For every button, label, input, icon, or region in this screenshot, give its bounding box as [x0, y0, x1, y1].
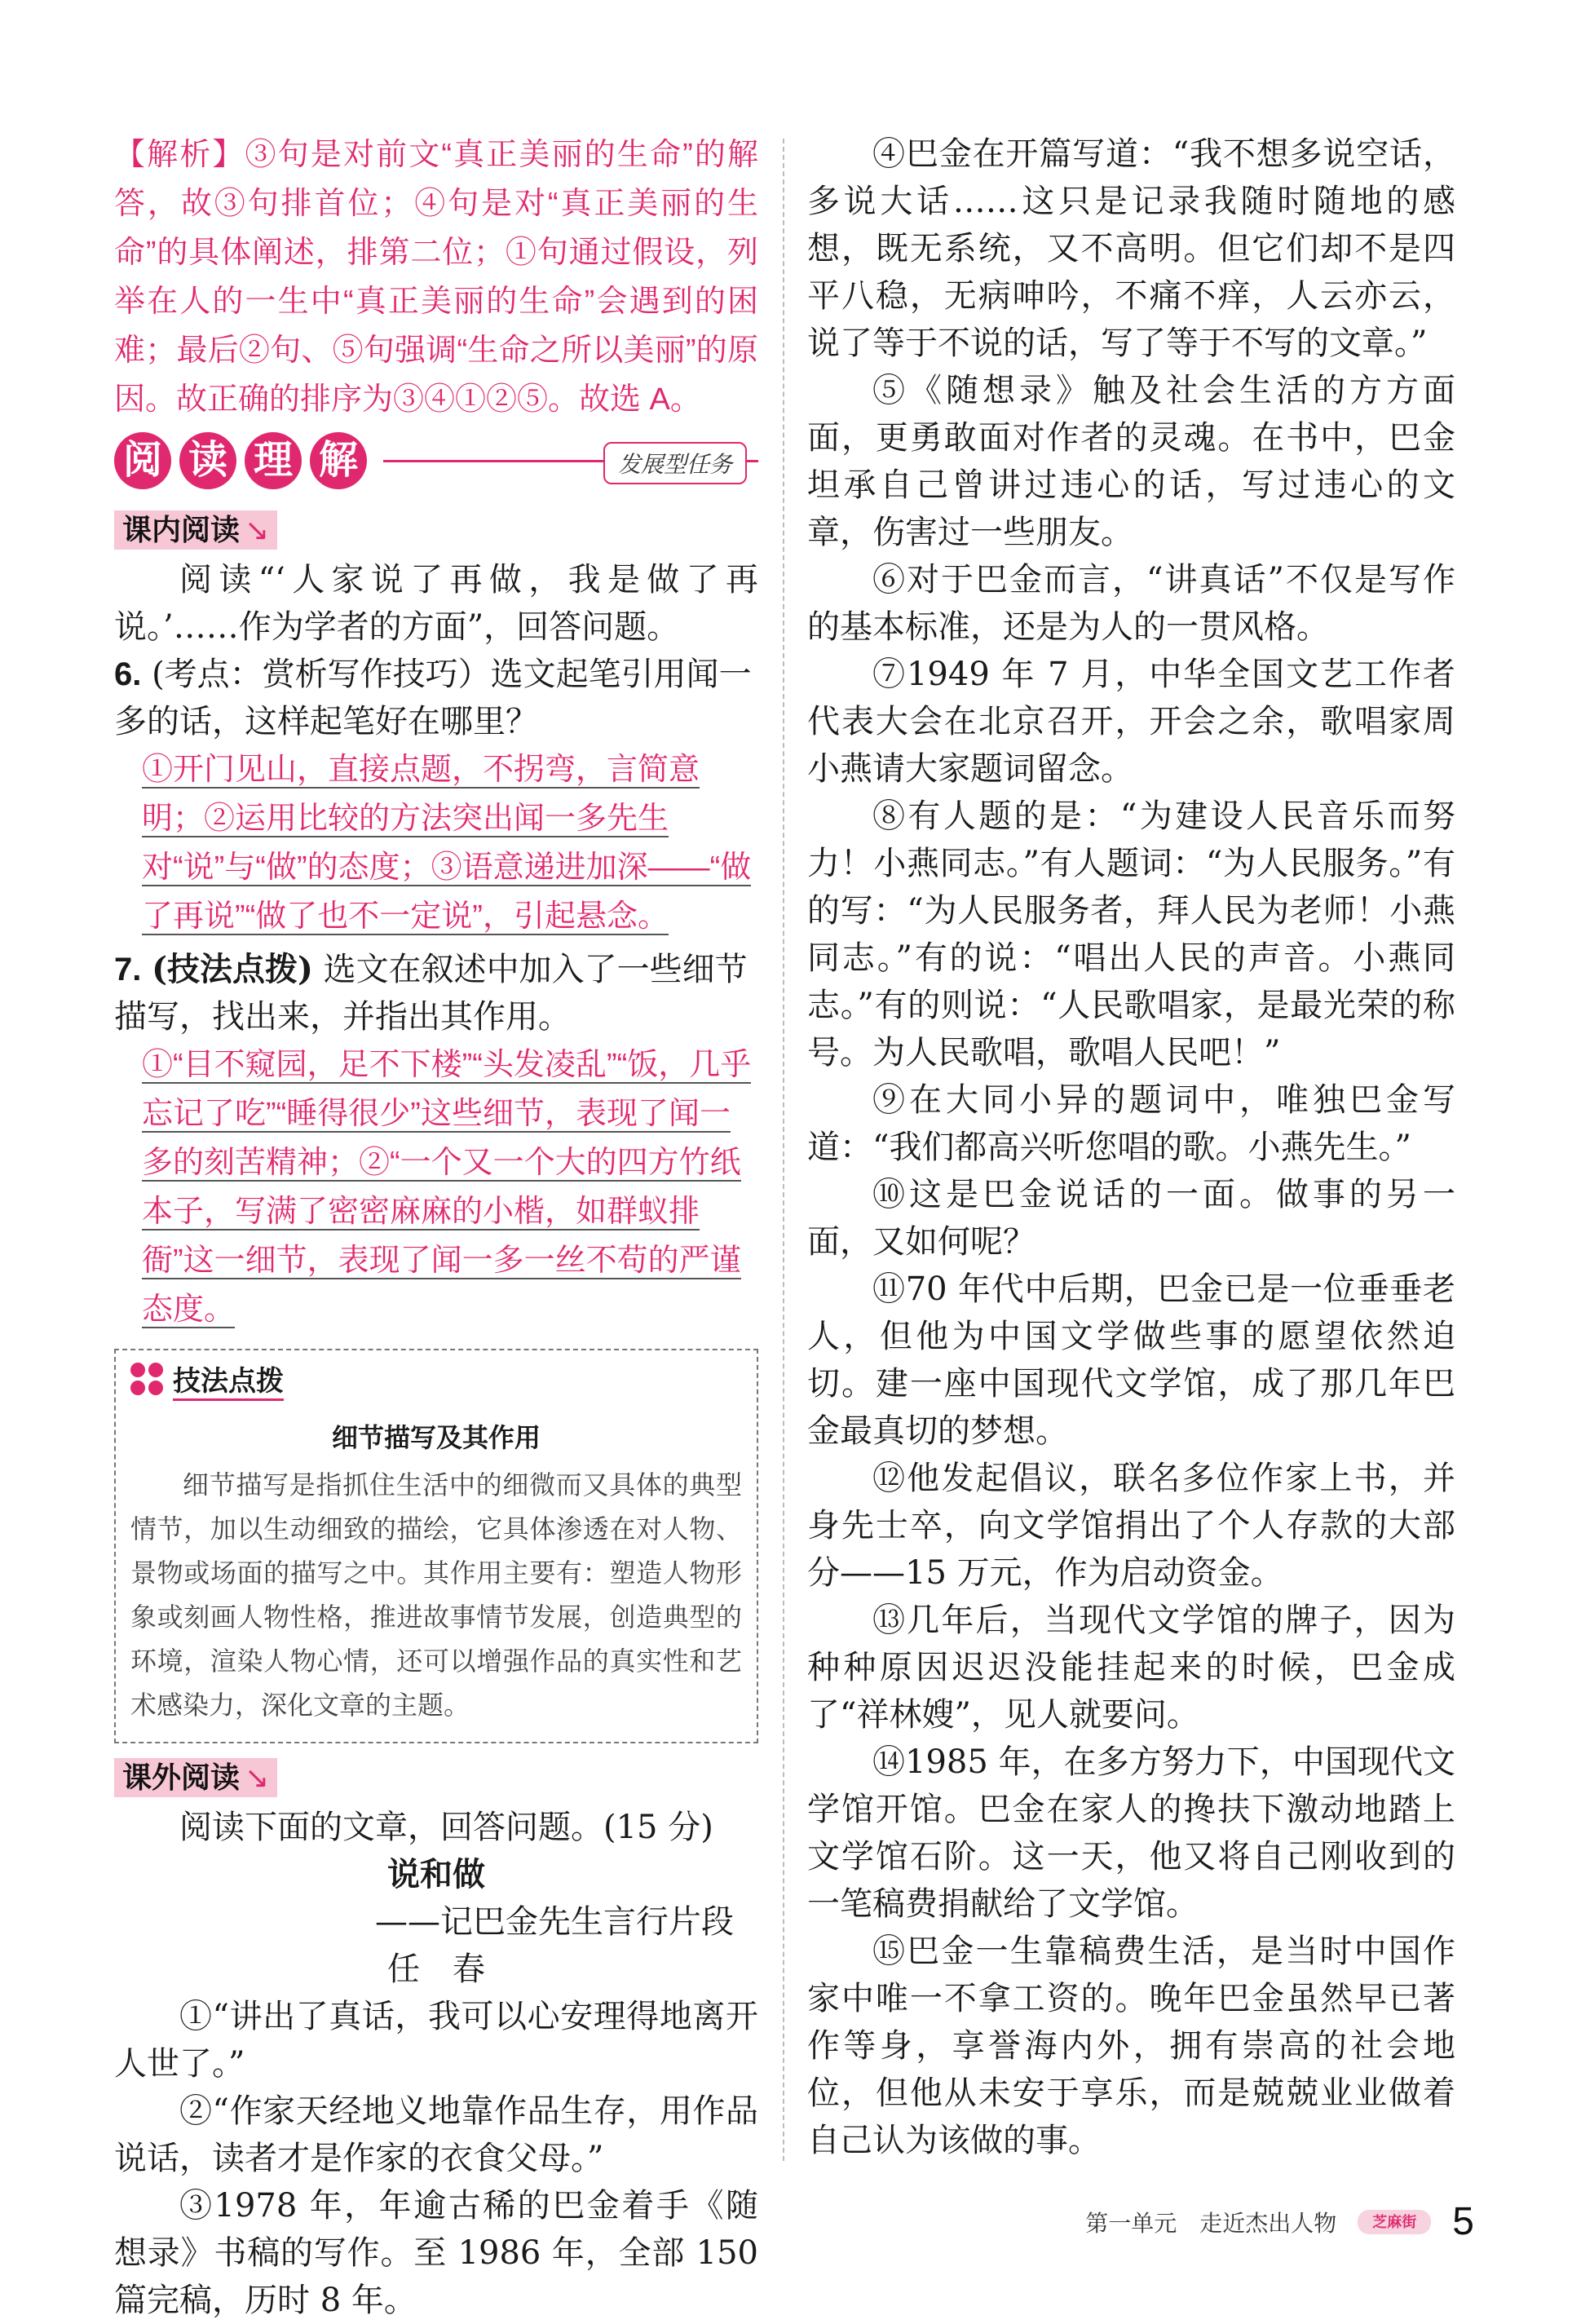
article-title: 说和做 [387, 1857, 485, 1893]
section-tag-inclass [114, 510, 277, 550]
article-paragraph: ⑭1985 年，在多方努力下，中国现代文学馆开馆。巴金在家人的搀扶下激动地踏上文学馆石阶。这一天，他又将自己刚收到的一笔稿费捐献给了文学馆。 [807, 1743, 1455, 1923]
article-subtitle: ——记巴金先生言行片段 [375, 1903, 734, 1941]
analysis-text: 【解析】③句是对前文“真正美丽的生命”的解答，故③句排首位；④句是对“真正美丽的生命”的具体阐述，排第二位；①句通过假设，列举在人的一生中“真正美丽的生命”会遇到的困难；最后②句、⑤句强调“生命之所以美丽”的原因。故正确的排序为③④①②⑤。故选 A。 [114, 138, 758, 417]
article-paragraph: ⑪70 年代中后期，巴金已是一位垂垂老人，但他为中国文学做些事的愿望依然迫切。建一座中国现代文学馆，成了那几年巴金最真切的梦想。 [807, 1270, 1455, 1450]
question-6 [114, 651, 758, 745]
tip-title: 细节描写及其作用 [331, 1423, 541, 1452]
column-divider [783, 139, 784, 2161]
answer-6 [114, 745, 758, 941]
reading-banner [114, 427, 758, 506]
question-text: 选文在叙述中加入了一些细节描写，找出来，并指出其作用。 [114, 951, 748, 1036]
article-paragraph: ②“作家天经地义地靠作品生存，用作品说话，读者才是作家的衣食父母。” [114, 2092, 758, 2177]
article-author: 任 春 [387, 1951, 485, 1988]
tip-header [130, 1359, 742, 1401]
article-paragraph: ③1978 年，年逾古稀的巴金着手《随想录》书稿的写作。至 1986 年，全部 150 篇完稿，历时 8 年。 [114, 2187, 758, 2319]
article-paragraph: ⑮巴金一生靠稿费生活，是当时中国作家中唯一不拿工资的。晚年巴金虽然早已著作等身，享誉海内外，拥有崇高的社会地位，但他从未安于享乐，而是兢兢业业做着自己认为该做的事。 [807, 1933, 1455, 2159]
brand-logo: 芝麻街 [1358, 2210, 1431, 2234]
inclass-intro: 阅读“‘人家说了再做，我是做了再说。’……作为学者的方面”，回答问题。 [114, 561, 758, 646]
article-paragraph: ⑥对于巴金而言，“讲真话”不仅是写作的基本标准，还是为人的一贯风格。 [807, 561, 1455, 646]
left-column [114, 130, 758, 2324]
article-paragraph: ⑤《随想录》触及社会生活的方方面面，更勇敢面对作者的灵魂。在书中，巴金坦承自己曾讲过违心的话，写过违心的文章，伤害过一些朋友。 [807, 372, 1455, 551]
question-label: (技法点拨) [152, 950, 313, 988]
answer-text: ①开门见山，直接点题，不拐弯，言简意明；②运用比较的方法突出闻一多先生对“说”与“做”的态度；③语意递进加深——“做了再说”“做了也不一定说”，引起悬念。 [142, 753, 752, 934]
answer-7 [114, 1040, 758, 1334]
flower-icon [130, 1363, 165, 1397]
article-paragraph: ⑧有人题的是：“为建设人民音乐而努力！小燕同志。”有人题词：“为人民服务。”有的写：“为人民服务者，拜人民为老师！小燕同志。”有的说：“唱出人民的声音。小燕同志。”有的则说：“人民歌唱家，是最光荣的称号。为人民歌唱，歌唱人民吧！” [807, 797, 1455, 1071]
arrow-icon: ↘ [245, 1761, 270, 1794]
question-7 [114, 946, 758, 1040]
banner-char: 读 [179, 432, 236, 489]
banner-char: 阅 [114, 432, 171, 489]
article-paragraph: ⑩这是巴金说话的一面。做事的另一面，又如何呢？ [807, 1176, 1455, 1261]
page-footer [1085, 2199, 1474, 2244]
banner-title [114, 427, 391, 497]
article-paragraph: ⑨在大同小异的题词中，唯独巴金写道：“我们都高兴听您唱的歌。小燕先生。” [807, 1081, 1455, 1166]
article-paragraph: ①“讲出了真话，我可以心安理得地离开人世了。” [114, 1998, 758, 2083]
tip-box [114, 1349, 758, 1743]
banner-char: 解 [310, 432, 367, 489]
section-tag-outclass [114, 1758, 277, 1797]
section-label: 课外阅读 [122, 1761, 241, 1794]
section-label: 课内阅读 [122, 513, 241, 546]
task-type-tag: 发展型任务 [603, 442, 747, 484]
banner-char: 理 [245, 432, 302, 489]
page-number: 5 [1452, 2200, 1474, 2243]
unit-label: 第一单元 走近杰出人物 [1085, 2210, 1337, 2236]
right-column [807, 130, 1455, 2164]
question-number: 6. [114, 656, 142, 692]
tip-label: 技法点拨 [173, 1359, 284, 1401]
arrow-icon: ↘ [245, 513, 270, 546]
question-number: 7. [114, 952, 142, 987]
article-paragraph: ④巴金在开篇写道：“我不想多说空话，多说大话……这只是记录我随时随地的感想，既无系统，又不高明。但它们却不是四平八稳，无病呻吟，不痛不痒，人云亦云，说了等于不说的话，写了等于不写的文章。” [807, 135, 1455, 362]
question-text: (考点：赏析写作技巧）选文起笔引用闻一多的话，这样起笔好在哪里？ [114, 656, 752, 740]
tip-body: 细节描写是指抓住生活中的细微而又具体的典型情节，加以生动细致的描绘，它具体渗透在对人物、景物或场面的描写之中。其作用主要有：塑造人物形象或刻画人物性格，推进故事情节发展，创造典型的环境，渲染人物心情，还可以增强作品的真实性和艺术感染力，深化文章的主题。 [130, 1470, 742, 1720]
article-paragraph: ⑫他发起倡议，联名多位作家上书，并身先士卒，向文学馆捐出了个人存款的大部分——15 万元，作为启动资金。 [807, 1460, 1455, 1592]
answer-text: ①“目不窥园，足不下楼”“头发凌乱”“饭，几乎忘记了吃”“睡得很少”这些细节，表现了闻一多的刻苦精神；②“一个又一个大的四方竹纸本子，写满了密密麻麻的小楷，如群蚁排衙”这一细节，表现了闻一多一丝不苟的严谨态度。 [142, 1048, 752, 1327]
outclass-intro: 阅读下面的文章，回答问题。(15 分) [179, 1809, 713, 1846]
article-paragraph: ⑦1949 年 7 月，中华全国文艺工作者代表大会在北京召开，开会之余，歌唱家周小燕请大家题词留念。 [807, 656, 1455, 788]
article-paragraph: ⑬几年后，当现代文学馆的牌子，因为种种原因迟迟没能挂起来的时候，巴金成了“祥林嫂”，见人就要问。 [807, 1602, 1455, 1734]
